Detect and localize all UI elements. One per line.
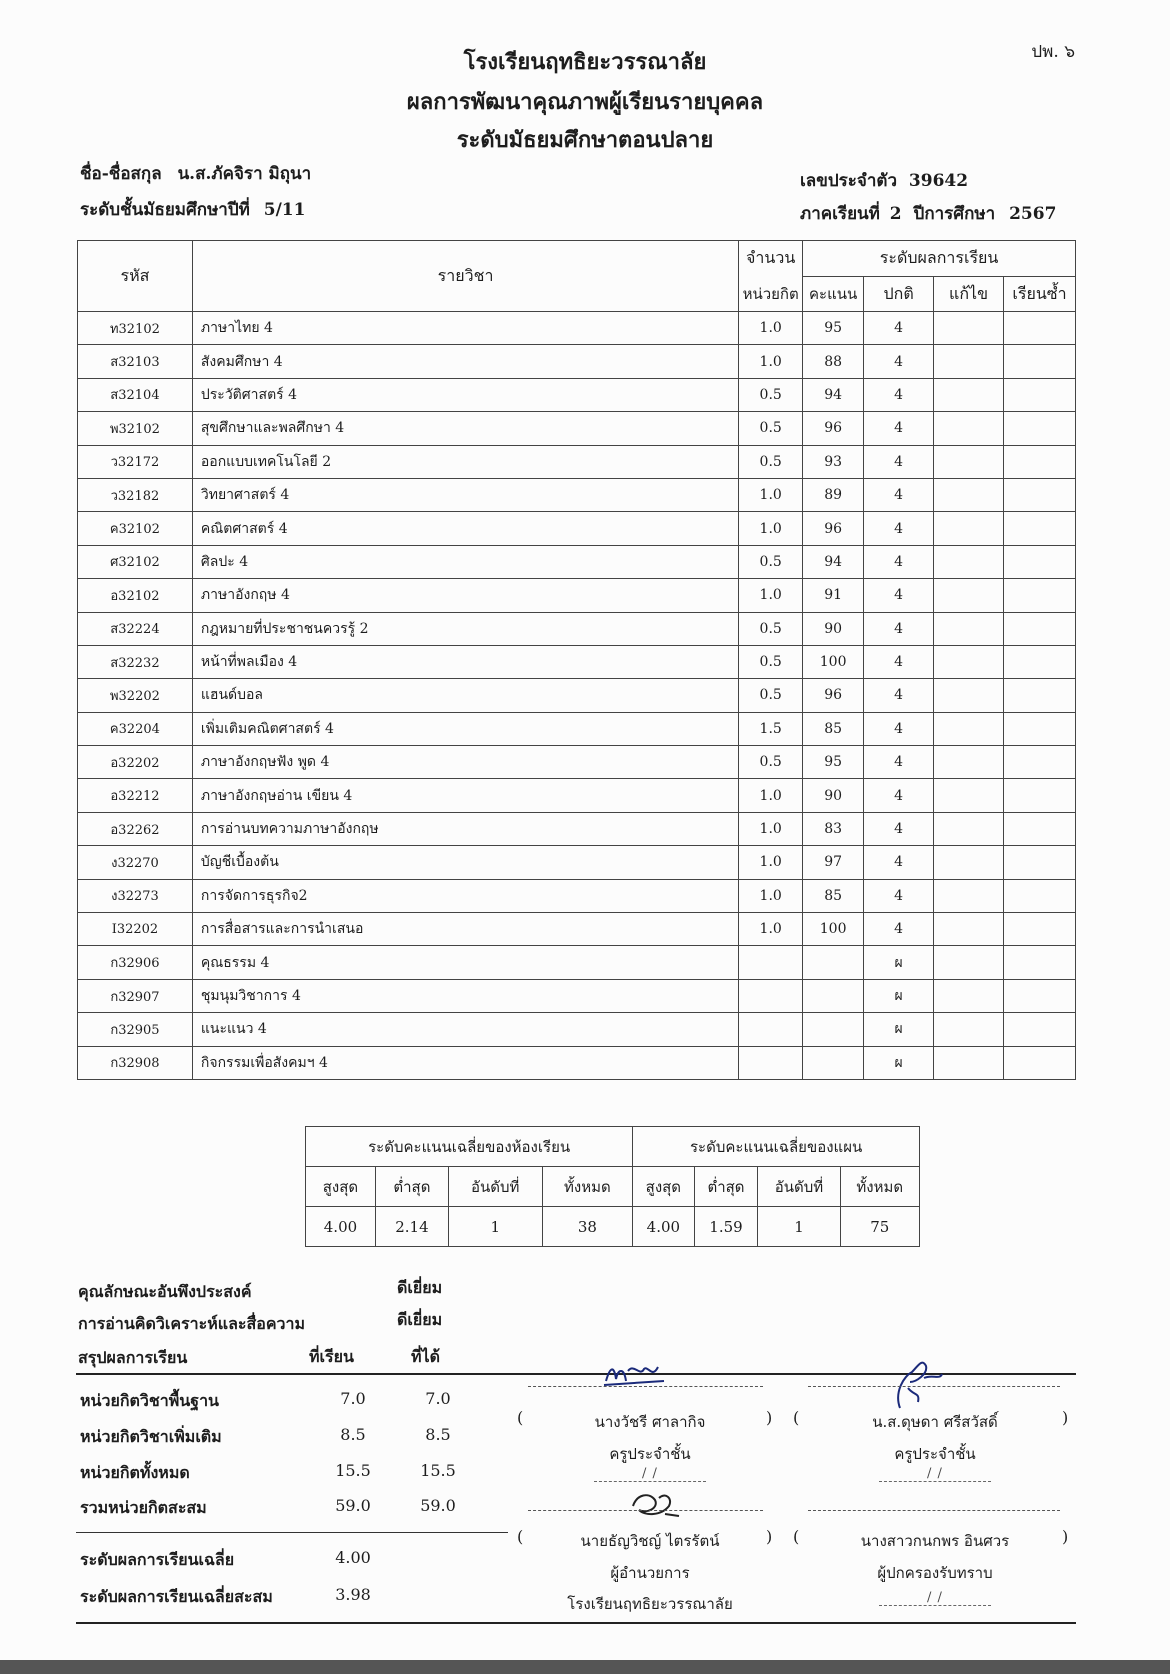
cell-credit — [739, 1046, 803, 1079]
cell-subject: การจัดการธุรกิจ2 — [192, 879, 738, 912]
cell-grade: 4 — [864, 645, 934, 678]
cell-subject: เพิ่มเติมคณิตศาสตร์ 4 — [192, 712, 738, 745]
table-row — [78, 879, 1076, 912]
cell-repeat — [1004, 779, 1076, 812]
cell-repeat — [1004, 645, 1076, 678]
cell-grade: ผ — [864, 1013, 934, 1046]
cell-credit — [739, 979, 803, 1012]
cell-subject: การอ่านบทความภาษาอังกฤษ — [192, 812, 738, 845]
cell-score: 89 — [803, 478, 864, 511]
cell-code: ค32204 — [78, 712, 193, 745]
cell-code: พ32202 — [78, 679, 193, 712]
cell-subject: วิทยาศาสตร์ 4 — [192, 478, 738, 511]
cell-credit: 0.5 — [739, 645, 803, 678]
cell-code: อ32102 — [78, 579, 193, 612]
cell-fix — [934, 979, 1004, 1012]
cell-fix — [934, 779, 1004, 812]
col-studied: ที่เรียน — [309, 1347, 354, 1366]
cell-credit: 1.0 — [739, 879, 803, 912]
cell-credit: 1.0 — [739, 512, 803, 545]
document-code: ปพ. ๖ — [1031, 42, 1075, 62]
footer-divider — [76, 1622, 1076, 1624]
class-rank-header: อันดับที่ — [448, 1167, 542, 1207]
director-org: โรงเรียนฤทธิยะวรรณาลัย — [567, 1595, 733, 1613]
cell-subject: กฎหมายที่ประชาชนควรรู้ 2 — [192, 612, 738, 645]
cell-grade: 4 — [864, 879, 934, 912]
paren-close: ) — [1062, 1527, 1069, 1546]
reading-value: ดีเยี่ยม — [397, 1310, 443, 1329]
student-class: 5/11 — [263, 200, 306, 220]
plan-min-header: ต่ำสุด — [694, 1167, 758, 1207]
summary-row-earned: 15.5 — [420, 1461, 456, 1480]
cell-credit: 1.0 — [739, 478, 803, 511]
cell-code: ก32906 — [78, 946, 193, 979]
cell-repeat — [1004, 378, 1076, 411]
table-row — [78, 412, 1076, 445]
cell-grade: ผ — [864, 1046, 934, 1079]
cell-grade: 4 — [864, 746, 934, 779]
paren-close: ) — [766, 1408, 773, 1427]
cell-repeat — [1004, 712, 1076, 745]
header-subject: รายวิชา — [192, 241, 738, 312]
cell-fix — [934, 312, 1004, 345]
term-label: ภาคเรียนที่ — [800, 204, 880, 224]
cell-fix — [934, 612, 1004, 645]
name-label: ชื่อ-ชื่อสกุล — [80, 164, 162, 184]
cell-repeat — [1004, 879, 1076, 912]
summary-row-studied: 8.5 — [340, 1425, 366, 1444]
cell-score: 83 — [803, 812, 864, 845]
cell-score: 85 — [803, 712, 864, 745]
cell-fix — [934, 846, 1004, 879]
cell-subject: สังคมศึกษา 4 — [192, 345, 738, 378]
student-class-line — [80, 196, 305, 223]
cell-fix — [934, 1046, 1004, 1079]
cell-repeat — [1004, 746, 1076, 779]
scan-edge — [0, 1660, 1170, 1674]
gpax-row — [80, 1585, 480, 1615]
cell-subject: ชุมนุมวิชาการ 4 — [192, 979, 738, 1012]
cell-repeat — [1004, 412, 1076, 445]
cell-fix — [934, 445, 1004, 478]
cell-score: 95 — [803, 746, 864, 779]
cell-subject: คณิตศาสตร์ 4 — [192, 512, 738, 545]
table-row — [78, 812, 1076, 845]
cell-subject: สุขศึกษาและพลศึกษา 4 — [192, 412, 738, 445]
average-table — [305, 1126, 920, 1247]
cell-code: อ32202 — [78, 746, 193, 779]
teacher1-role: ครูประจำชั้น — [609, 1445, 691, 1463]
paren-open: ( — [793, 1527, 800, 1546]
cell-subject: ออกแบบเทคโนโลยี 2 — [192, 445, 738, 478]
cell-credit — [739, 946, 803, 979]
cell-score: 88 — [803, 345, 864, 378]
parent-role: ผู้ปกครองรับทราบ — [877, 1564, 993, 1582]
year-label: ปีการศึกษา — [913, 204, 996, 224]
date-blank: / / — [879, 1466, 991, 1482]
cell-credit: 0.5 — [739, 679, 803, 712]
cell-fix — [934, 712, 1004, 745]
cell-grade: 4 — [864, 846, 934, 879]
cell-grade: 4 — [864, 812, 934, 845]
class-average-title: ระดับคะแนนเฉลี่ยของห้องเรียน — [306, 1127, 633, 1167]
level-title: ระดับมัธยมศึกษาตอนปลาย — [456, 127, 714, 153]
cell-fix — [934, 913, 1004, 946]
cell-grade: 4 — [864, 779, 934, 812]
parent-date — [810, 1590, 1060, 1605]
cell-grade: 4 — [864, 512, 934, 545]
cell-score: 95 — [803, 312, 864, 345]
plan-max: 4.00 — [633, 1207, 694, 1247]
summary-row-studied: 59.0 — [335, 1496, 371, 1515]
table-row — [78, 579, 1076, 612]
table-row — [78, 1013, 1076, 1046]
cell-credit: 1.0 — [739, 846, 803, 879]
plan-average-title: ระดับคะแนนเฉลี่ยของแผน — [633, 1127, 920, 1167]
table-row — [78, 345, 1076, 378]
gpa-row — [80, 1548, 480, 1578]
cell-code: ก32908 — [78, 1046, 193, 1079]
teacher2-role: ครูประจำชั้น — [894, 1445, 976, 1463]
cell-grade: 4 — [864, 378, 934, 411]
table-row — [78, 445, 1076, 478]
teacher1-sign-line — [528, 1386, 763, 1387]
cell-code: อ32212 — [78, 779, 193, 812]
cell-credit: 0.5 — [739, 445, 803, 478]
gpa-label: ระดับผลการเรียนเฉลี่ย — [80, 1550, 235, 1569]
cell-subject: หน้าที่พลเมือง 4 — [192, 645, 738, 678]
class-min-header: ต่ำสุด — [375, 1167, 448, 1207]
teacher2-name: น.ส.ดุษดา ศรีสวัสดิ์ — [872, 1413, 998, 1431]
cell-repeat — [1004, 545, 1076, 578]
cell-subject: การสื่อสารและการนำเสนอ — [192, 913, 738, 946]
cell-code: ศ32102 — [78, 545, 193, 578]
teacher2-sign-line — [808, 1386, 1060, 1387]
student-id-line — [800, 167, 968, 194]
cell-score: 94 — [803, 378, 864, 411]
summary-row-earned: 59.0 — [420, 1496, 456, 1515]
cell-score: 100 — [803, 645, 864, 678]
summary-row-earned: 8.5 — [425, 1425, 451, 1444]
class-max: 4.00 — [306, 1207, 376, 1247]
table-row — [78, 378, 1076, 411]
col-earned: ที่ได้ — [411, 1347, 440, 1366]
table-row — [78, 746, 1076, 779]
table-row — [78, 478, 1076, 511]
cell-subject: ภาษาอังกฤษ 4 — [192, 579, 738, 612]
cell-credit: 0.5 — [739, 378, 803, 411]
cell-score: 96 — [803, 679, 864, 712]
cell-code: ค32102 — [78, 512, 193, 545]
desirable-value: ดีเยี่ยม — [397, 1278, 443, 1297]
director-signature — [625, 1486, 685, 1522]
term-value: 2 — [889, 204, 902, 224]
plan-min: 1.59 — [694, 1207, 758, 1247]
cell-grade: 4 — [864, 545, 934, 578]
summary-row-studied: 15.5 — [335, 1461, 371, 1480]
table-row — [78, 512, 1076, 545]
cell-credit: 1.0 — [739, 312, 803, 345]
cell-subject: ภาษาไทย 4 — [192, 312, 738, 345]
cell-subject: ประวัติศาสตร์ 4 — [192, 378, 738, 411]
cell-grade: 4 — [864, 345, 934, 378]
table-row — [78, 979, 1076, 1012]
summary-row-cumulative — [80, 1496, 480, 1526]
cell-grade: 4 — [864, 712, 934, 745]
cell-fix — [934, 746, 1004, 779]
teacher2-signature — [880, 1352, 950, 1412]
summary-row-earned: 7.0 — [425, 1389, 451, 1408]
header-score: คะแนน — [803, 277, 864, 312]
result-title: สรุปผลการเรียน — [78, 1348, 188, 1367]
cell-repeat — [1004, 979, 1076, 1012]
table-row — [78, 612, 1076, 645]
paren-open: ( — [517, 1527, 524, 1546]
cell-repeat — [1004, 612, 1076, 645]
cell-grade: 4 — [864, 913, 934, 946]
cell-repeat — [1004, 846, 1076, 879]
summary-row-label: หน่วยกิตวิชาพื้นฐาน — [80, 1391, 219, 1410]
table-row — [78, 645, 1076, 678]
header-result-group: ระดับผลการเรียน — [803, 241, 1076, 277]
director-role: ผู้อำนวยการ — [610, 1564, 690, 1582]
student-name-line — [80, 160, 311, 187]
cell-repeat — [1004, 445, 1076, 478]
cell-credit: 1.0 — [739, 579, 803, 612]
cell-code: ก32905 — [78, 1013, 193, 1046]
cell-subject: แฮนด์บอล — [192, 679, 738, 712]
director-name: นายธัญวิชญ์ ไตรรัตน์ — [580, 1532, 720, 1550]
plan-rank-header: อันดับที่ — [758, 1167, 840, 1207]
gpa-value: 4.00 — [335, 1548, 371, 1567]
summary-row-label: หน่วยกิตวิชาเพิ่มเติม — [80, 1427, 222, 1446]
cell-code: I32202 — [78, 913, 193, 946]
summary-row-basic — [80, 1389, 480, 1419]
cell-code: ว32182 — [78, 478, 193, 511]
table-row — [78, 846, 1076, 879]
paren-close: ) — [766, 1527, 773, 1546]
cell-grade: ผ — [864, 979, 934, 1012]
cell-repeat — [1004, 478, 1076, 511]
cell-fix — [934, 512, 1004, 545]
gpax-label: ระดับผลการเรียนเฉลี่ยสะสม — [80, 1587, 273, 1606]
cell-fix — [934, 378, 1004, 411]
parent-sign-line — [808, 1510, 1060, 1511]
cell-score — [803, 946, 864, 979]
cell-grade: 4 — [864, 312, 934, 345]
paren-open: ( — [517, 1408, 524, 1427]
cell-score: 94 — [803, 545, 864, 578]
summary-row-studied: 7.0 — [340, 1389, 366, 1408]
cell-credit: 1.0 — [739, 812, 803, 845]
cell-code: ง32273 — [78, 879, 193, 912]
cell-grade: 4 — [864, 612, 934, 645]
student-id: 39642 — [908, 171, 969, 191]
table-row — [78, 545, 1076, 578]
class-total: 38 — [542, 1207, 633, 1247]
grades-table — [77, 240, 1076, 1080]
table-row — [78, 1046, 1076, 1079]
table-row — [78, 312, 1076, 345]
summary-row-additional — [80, 1425, 480, 1455]
class-rank: 1 — [448, 1207, 542, 1247]
header-credit-top: จำนวน — [739, 241, 803, 277]
year-value: 2567 — [1009, 204, 1057, 224]
cell-score: 85 — [803, 879, 864, 912]
cell-code: ก32907 — [78, 979, 193, 1012]
cell-score: 93 — [803, 445, 864, 478]
cell-grade: 4 — [864, 445, 934, 478]
class-label: ระดับชั้นมัธยมศึกษาปีที่ — [80, 200, 250, 220]
cell-repeat — [1004, 512, 1076, 545]
cell-score — [803, 1013, 864, 1046]
plan-total-header: ทั้งหมด — [840, 1167, 919, 1207]
cell-repeat — [1004, 1046, 1076, 1079]
cell-fix — [934, 946, 1004, 979]
cell-code: ส32224 — [78, 612, 193, 645]
cell-fix — [934, 679, 1004, 712]
cell-code: ง32270 — [78, 846, 193, 879]
cell-score: 90 — [803, 612, 864, 645]
cell-subject: กิจกรรมเพื่อสังคมฯ 4 — [192, 1046, 738, 1079]
director-sign-line — [528, 1510, 763, 1511]
table-row — [78, 946, 1076, 979]
cell-score: 96 — [803, 512, 864, 545]
class-total-header: ทั้งหมด — [542, 1167, 633, 1207]
cell-fix — [934, 345, 1004, 378]
desirable-label: คุณลักษณะอันพึงประสงค์ — [78, 1282, 252, 1301]
teacher1-name: นางวัชรี ศาลากิจ — [594, 1413, 706, 1431]
term-line — [800, 200, 1056, 227]
cell-subject: บัญชีเบื้องต้น — [192, 846, 738, 879]
table-row — [78, 913, 1076, 946]
summary-row-label: หน่วยกิตทั้งหมด — [80, 1463, 190, 1482]
gpax-value: 3.98 — [335, 1585, 371, 1604]
header-repeat: เรียนซ้ำ — [1004, 277, 1076, 312]
header-code: รหัส — [78, 241, 193, 312]
cell-credit: 1.5 — [739, 712, 803, 745]
cell-fix — [934, 579, 1004, 612]
cell-subject: ศิลปะ 4 — [192, 545, 738, 578]
cell-grade: 4 — [864, 478, 934, 511]
header-normal: ปกติ — [864, 277, 934, 312]
plan-total: 75 — [840, 1207, 919, 1247]
cell-repeat — [1004, 913, 1076, 946]
cell-code: พ32102 — [78, 412, 193, 445]
cell-subject: คุณธรรม 4 — [192, 946, 738, 979]
student-name: น.ส.ภัคจิรา มิถุนา — [177, 164, 312, 184]
cell-score: 91 — [803, 579, 864, 612]
teacher2-date — [810, 1466, 1060, 1481]
cell-score: 100 — [803, 913, 864, 946]
header-credit-bottom: หน่วยกิต — [739, 277, 803, 312]
cell-fix — [934, 1013, 1004, 1046]
class-min: 2.14 — [375, 1207, 448, 1247]
cell-score: 90 — [803, 779, 864, 812]
cell-subject: ภาษาอังกฤษฟัง พูด 4 — [192, 746, 738, 779]
teacher1-date — [530, 1466, 770, 1481]
table-row — [78, 779, 1076, 812]
cell-credit: 0.5 — [739, 545, 803, 578]
cell-score: 96 — [803, 412, 864, 445]
cell-credit: 0.5 — [739, 412, 803, 445]
cell-fix — [934, 812, 1004, 845]
header-fix: แก้ไข — [934, 277, 1004, 312]
school-name: โรงเรียนฤทธิยะวรรณาลัย — [463, 49, 707, 75]
cell-code: ว32172 — [78, 445, 193, 478]
cell-score — [803, 1046, 864, 1079]
cell-repeat — [1004, 579, 1076, 612]
cell-credit — [739, 1013, 803, 1046]
parent-name: นางสาวกนกพร อินศวร — [860, 1532, 1010, 1550]
cell-grade: ผ — [864, 946, 934, 979]
cell-score — [803, 979, 864, 1012]
cell-fix — [934, 412, 1004, 445]
cell-code: อ32262 — [78, 812, 193, 845]
cell-repeat — [1004, 946, 1076, 979]
cell-fix — [934, 645, 1004, 678]
cell-credit: 1.0 — [739, 345, 803, 378]
cell-credit: 0.5 — [739, 746, 803, 779]
cell-fix — [934, 879, 1004, 912]
cell-grade: 4 — [864, 412, 934, 445]
date-blank: / / — [594, 1466, 706, 1482]
cell-subject: ภาษาอังกฤษอ่าน เขียน 4 — [192, 779, 738, 812]
cell-score: 97 — [803, 846, 864, 879]
table-row — [78, 679, 1076, 712]
paren-close: ) — [1062, 1408, 1069, 1427]
plan-rank: 1 — [758, 1207, 840, 1247]
id-label: เลขประจำตัว — [800, 171, 897, 191]
cell-repeat — [1004, 679, 1076, 712]
cell-repeat — [1004, 312, 1076, 345]
date-blank: / / — [879, 1590, 991, 1606]
cell-grade: 4 — [864, 679, 934, 712]
cell-fix — [934, 478, 1004, 511]
cell-credit: 1.0 — [739, 779, 803, 812]
class-max-header: สูงสุด — [306, 1167, 376, 1207]
paren-open: ( — [793, 1408, 800, 1427]
cell-code: ส32232 — [78, 645, 193, 678]
cell-credit: 1.0 — [739, 913, 803, 946]
cell-repeat — [1004, 345, 1076, 378]
cell-subject: แนะแนว 4 — [192, 1013, 738, 1046]
summary-row-total — [80, 1461, 480, 1491]
teacher1-signature — [600, 1357, 670, 1393]
cell-fix — [934, 545, 1004, 578]
reading-label: การอ่านคิดวิเคราะห์และสื่อความ — [78, 1314, 306, 1333]
cell-code: ท32102 — [78, 312, 193, 345]
table-row — [78, 712, 1076, 745]
cell-code: ส32104 — [78, 378, 193, 411]
grades-body — [78, 312, 1076, 1080]
plan-max-header: สูงสุด — [633, 1167, 694, 1207]
cell-grade: 4 — [864, 579, 934, 612]
cell-credit: 0.5 — [739, 612, 803, 645]
cell-repeat — [1004, 1013, 1076, 1046]
summary-row-label: รวมหน่วยกิตสะสม — [80, 1498, 207, 1517]
gpa-divider — [76, 1532, 508, 1533]
cell-code: ส32103 — [78, 345, 193, 378]
report-title: ผลการพัฒนาคุณภาพผู้เรียนรายบุคคล — [406, 89, 764, 115]
cell-repeat — [1004, 812, 1076, 845]
